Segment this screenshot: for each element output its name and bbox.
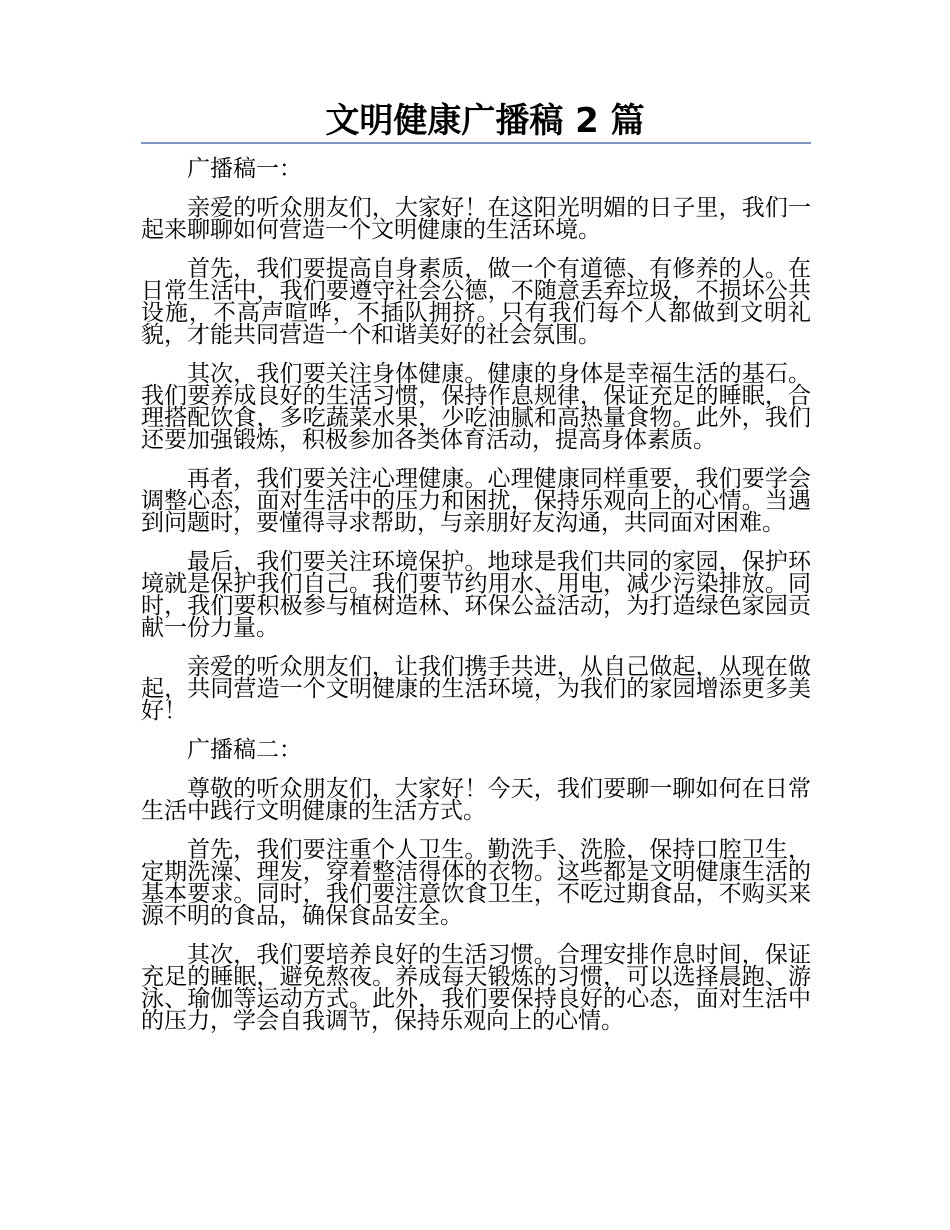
document-page <box>141 100 811 1049</box>
title-underline <box>141 142 811 144</box>
paragraph: 其次，我们要关注身体健康。健康的身体是幸福生活的基石。我们要养成良好的生活习惯，保持作息规律，保证充足的睡眠，合理搭配饮食，多吃蔬菜水果，少吃油腻和高热量食物。此外，我们还要加强锻炼，积极参加各类体育活动，提高身体素质。 <box>141 361 811 453</box>
paragraph: 尊敬的听众朋友们，大家好！今天，我们要聊一聊如何在日常生活中践行文明健康的生活方式。 <box>141 776 811 824</box>
paragraph: 首先，我们要提高自身素质，做一个有道德、有修养的人。在日常生活中，我们要遵守社会公德，不随意丢弃垃圾，不损坏公共设施，不高声喧哗，不插队拥挤。只有我们每个人都做到文明礼貌，才能共同营造一个和谐美好的社会氛围。 <box>141 256 811 348</box>
section-heading-1: 广播稿一： <box>187 156 302 182</box>
paragraph: 再者，我们要关注心理健康。心理健康同样重要，我们要学会调整心态，面对生活中的压力和困扰，保持乐观向上的心情。当遇到问题时，要懂得寻求帮助，与亲朋好友沟通，共同面对困难。 <box>141 466 811 536</box>
paragraph: 首先，我们要注重个人卫生。勤洗手、洗脸，保持口腔卫生，定期洗澡、理发，穿着整洁得体的衣物。这些都是文明健康生活的基本要求。同时，我们要注意饮食卫生，不吃过期食品，不购买来源不明的食品，确保食品安全。 <box>141 837 811 929</box>
paragraph: 其次，我们要培养良好的生活习惯。合理安排作息时间，保证充足的睡眠，避免熬夜。养成每天锻炼的习惯，可以选择晨跑、游泳、瑜伽等运动方式。此外，我们要保持良好的心态，面对生活中的压力，学会自我调节，保持乐观向上的心情。 <box>141 942 811 1034</box>
section-heading-2: 广播稿二： <box>187 737 302 763</box>
paragraph: 亲爱的听众朋友们，让我们携手共进，从自己做起，从现在做起，共同营造一个文明健康的生活环境，为我们的家园增添更多美好！ <box>141 654 811 724</box>
paragraph: 亲爱的听众朋友们，大家好！在这阳光明媚的日子里，我们一起来聊聊如何营造一个文明健康的生活环境。 <box>141 195 811 243</box>
document-title: 文明健康广播稿 2 篇 <box>325 101 645 141</box>
paragraph: 最后，我们要关注环境保护。地球是我们共同的家园，保护环境就是保护我们自己。我们要节约用水、用电，减少污染排放。同时，我们要积极参与植树造林、环保公益活动，为打造绿色家园贡献一份力量。 <box>141 549 811 641</box>
